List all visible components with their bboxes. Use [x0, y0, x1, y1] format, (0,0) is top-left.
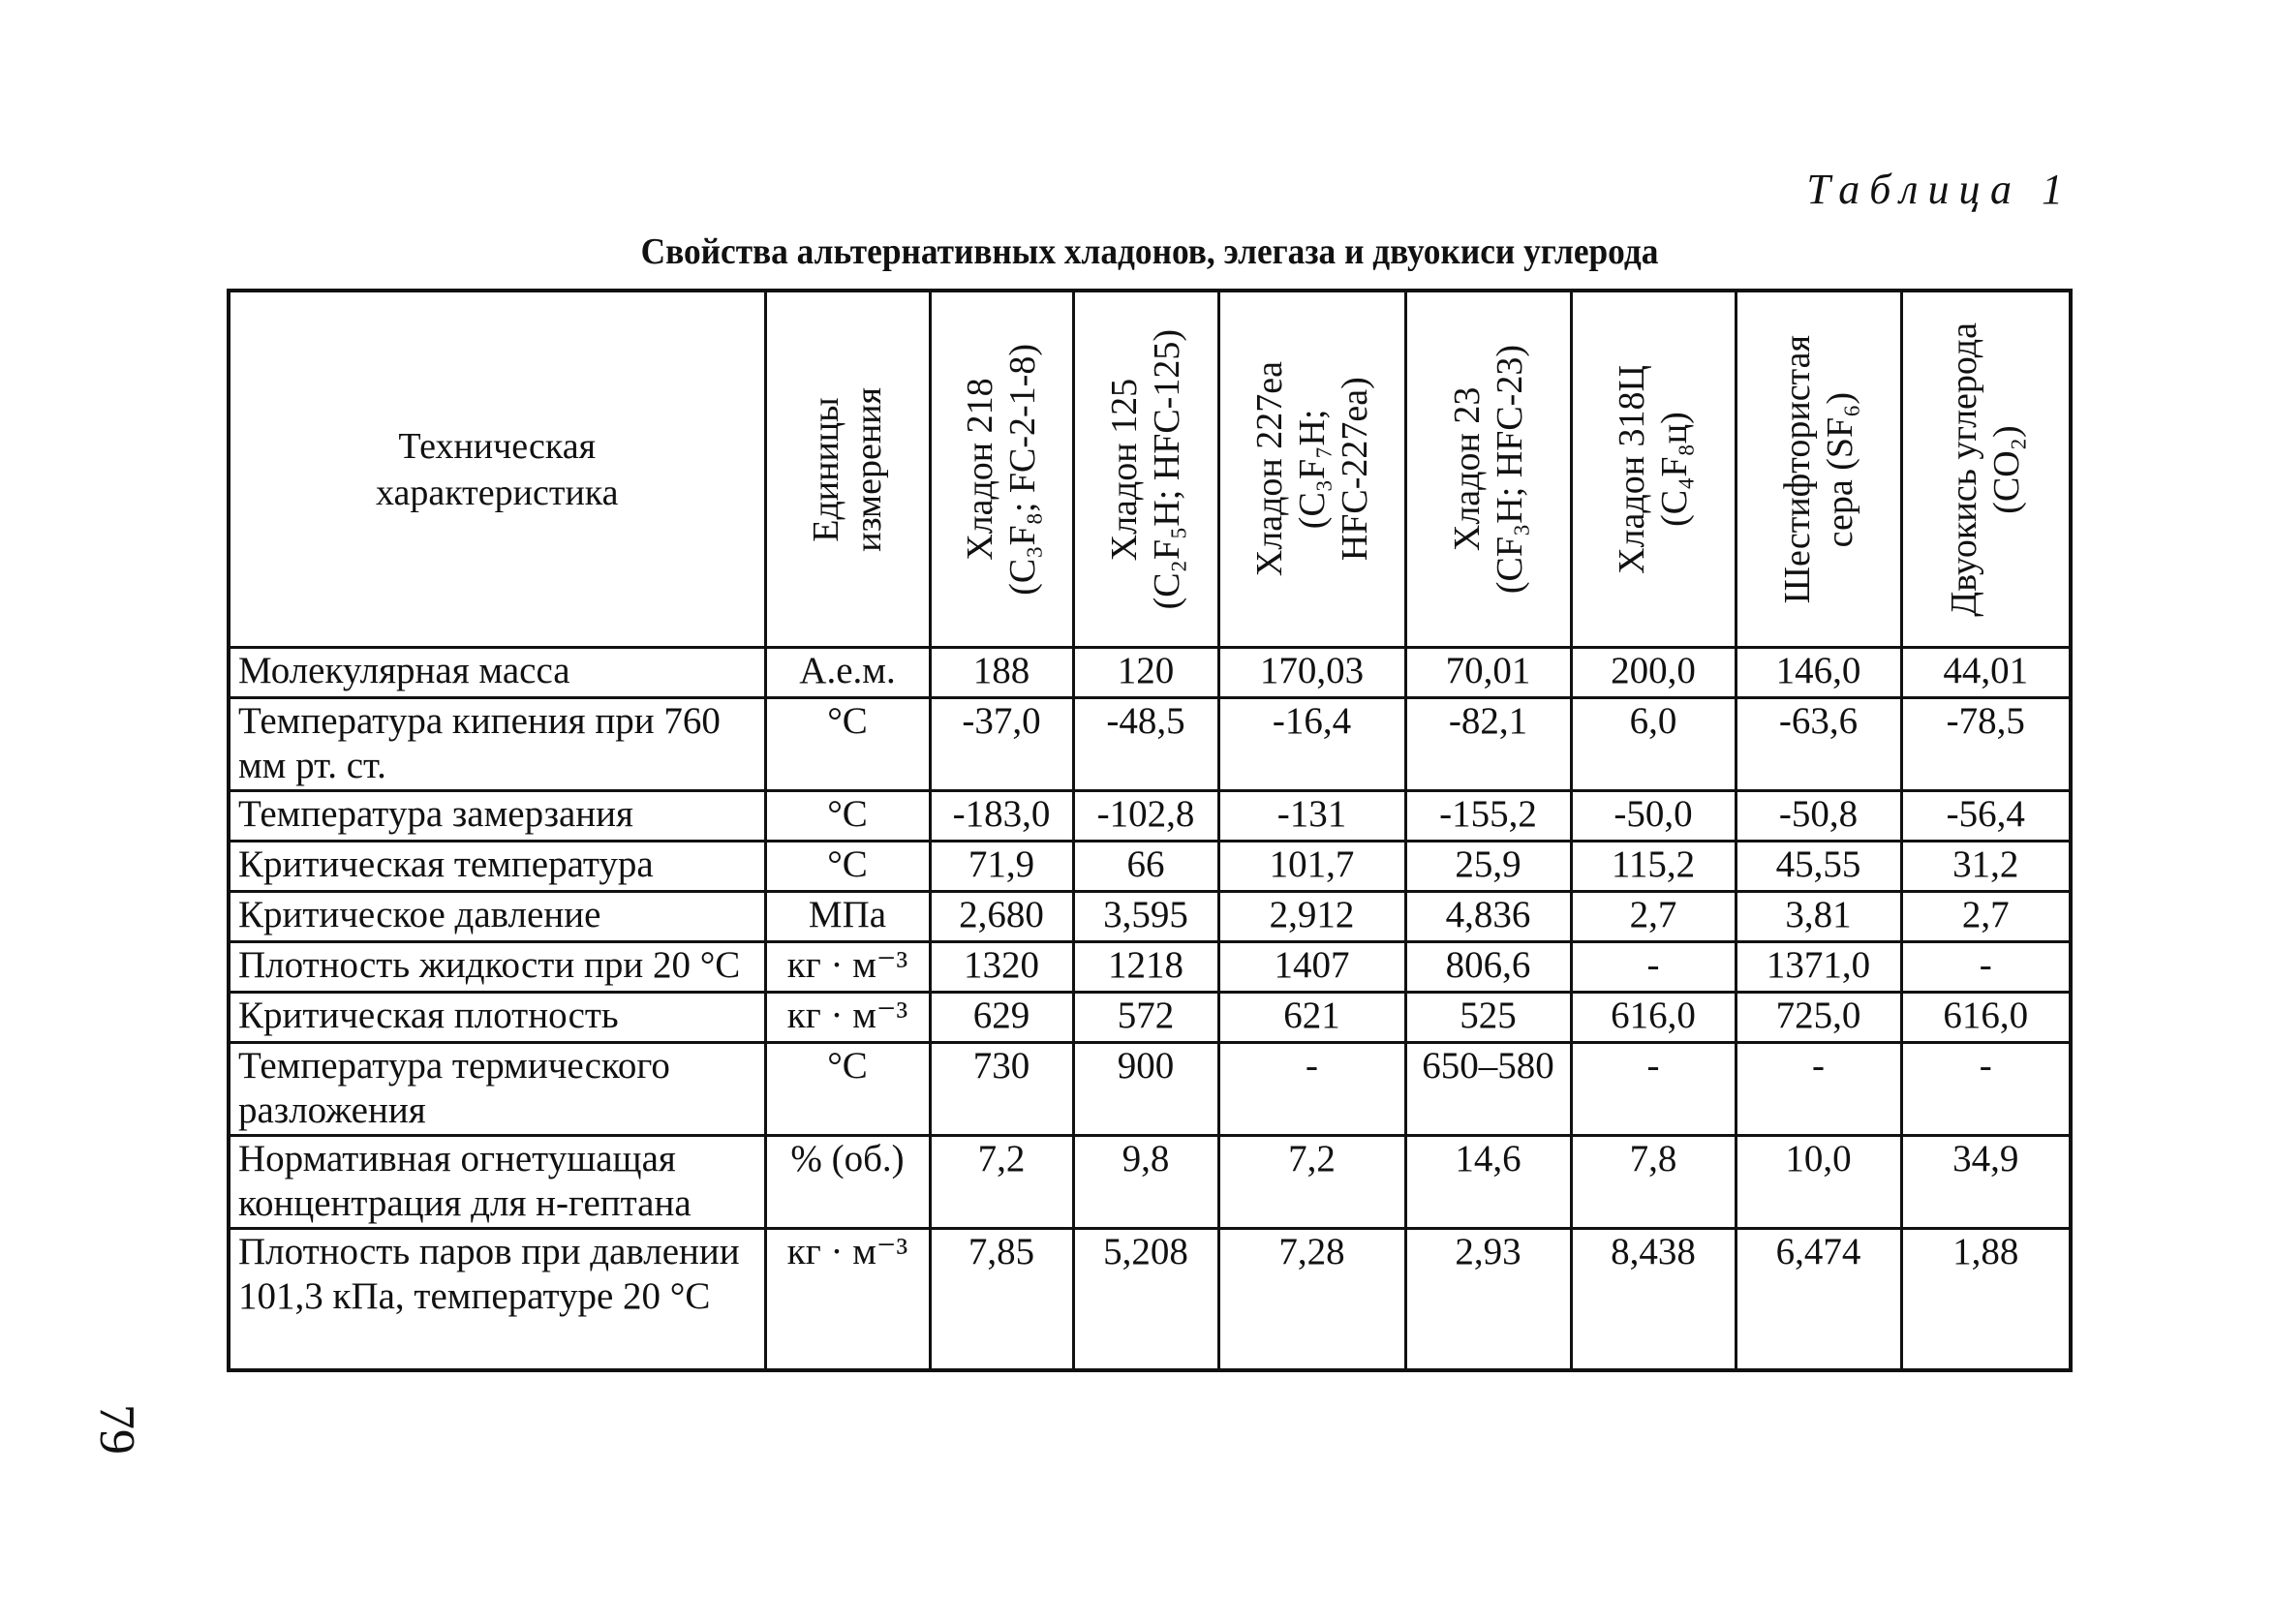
- row-value: 4,836: [1405, 892, 1571, 942]
- row-value: -183,0: [930, 791, 1073, 842]
- row-value: -131: [1218, 791, 1405, 842]
- row-value: 146,0: [1736, 648, 1901, 698]
- table-row: [229, 993, 2071, 1043]
- row-value: 170,03: [1218, 648, 1405, 698]
- row-value: 650–580: [1405, 1043, 1571, 1136]
- row-value: 71,9: [930, 842, 1073, 892]
- header-characteristic: Техническая характеристика: [229, 291, 765, 648]
- header-col-2: Хладон 227ea (C₃F₇H; HFC-227ea): [1218, 291, 1405, 648]
- row-value: 1320: [930, 942, 1073, 993]
- row-value: 14,6: [1405, 1136, 1571, 1229]
- row-name: Плотность жидкости при 20 °С: [229, 942, 765, 993]
- header-row: [229, 291, 2071, 648]
- row-value: -63,6: [1736, 698, 1901, 791]
- row-value: 725,0: [1736, 993, 1901, 1043]
- row-unit: °С: [765, 791, 930, 842]
- row-value: 2,912: [1218, 892, 1405, 942]
- row-value: 120: [1073, 648, 1218, 698]
- row-value: 900: [1073, 1043, 1218, 1136]
- table-row: [229, 942, 2071, 993]
- table-row: [229, 1229, 2071, 1370]
- row-name: Температура замерзания: [229, 791, 765, 842]
- row-unit: °С: [765, 698, 930, 791]
- header-units: Единицы измерения: [765, 291, 930, 648]
- row-value: -16,4: [1218, 698, 1405, 791]
- row-value: -155,2: [1405, 791, 1571, 842]
- row-value: 2,680: [930, 892, 1073, 942]
- table-row: [229, 698, 2071, 791]
- row-value: 621: [1218, 993, 1405, 1043]
- row-value: 25,9: [1405, 842, 1571, 892]
- row-unit: МПа: [765, 892, 930, 942]
- header-col-5: Шестифтористая сера (SF₆): [1736, 291, 1901, 648]
- row-value: 7,28: [1218, 1229, 1405, 1370]
- row-value: 616,0: [1901, 993, 2071, 1043]
- row-value: 1,88: [1901, 1229, 2071, 1370]
- row-value: 2,93: [1405, 1229, 1571, 1370]
- row-value: 8,438: [1571, 1229, 1736, 1370]
- row-value: 31,2: [1901, 842, 2071, 892]
- row-unit: % (об.): [765, 1136, 930, 1229]
- row-value: 44,01: [1901, 648, 2071, 698]
- row-unit: кг · м⁻³: [765, 1229, 930, 1370]
- row-value: 806,6: [1405, 942, 1571, 993]
- row-value: -82,1: [1405, 698, 1571, 791]
- row-value: 3,595: [1073, 892, 1218, 942]
- row-value: 7,8: [1571, 1136, 1736, 1229]
- header-col-3: Хладон 23 (CF₃H; HFC-23): [1405, 291, 1571, 648]
- row-unit: °С: [765, 842, 930, 892]
- table-row: [229, 1043, 2071, 1136]
- table-body: [229, 648, 2071, 1370]
- row-value: 2,7: [1571, 892, 1736, 942]
- row-value: 70,01: [1405, 648, 1571, 698]
- table-row: [229, 648, 2071, 698]
- row-name: Нормативная огнетушащая концентрация для н-гептана: [229, 1136, 765, 1229]
- row-value: 66: [1073, 842, 1218, 892]
- row-value: 7,2: [930, 1136, 1073, 1229]
- row-value: -: [1571, 942, 1736, 993]
- table-row: [229, 842, 2071, 892]
- row-value: 572: [1073, 993, 1218, 1043]
- row-value: -48,5: [1073, 698, 1218, 791]
- row-value: -56,4: [1901, 791, 2071, 842]
- header-col-1: Хладон 125 (C₂F₅H; HFC-125): [1073, 291, 1218, 648]
- row-value: 6,474: [1736, 1229, 1901, 1370]
- row-value: -: [1901, 942, 2071, 993]
- row-value: 7,2: [1218, 1136, 1405, 1229]
- row-value: 188: [930, 648, 1073, 698]
- row-value: -50,8: [1736, 791, 1901, 842]
- table-row: [229, 892, 2071, 942]
- row-value: 45,55: [1736, 842, 1901, 892]
- row-name: Критическая плотность: [229, 993, 765, 1043]
- page-number: 79: [89, 1404, 144, 1455]
- row-value: 5,208: [1073, 1229, 1218, 1370]
- row-value: -: [1901, 1043, 2071, 1136]
- row-value: 629: [930, 993, 1073, 1043]
- table-row: [229, 791, 2071, 842]
- row-value: 3,81: [1736, 892, 1901, 942]
- row-value: -37,0: [930, 698, 1073, 791]
- row-value: 7,85: [930, 1229, 1073, 1370]
- row-value: 1218: [1073, 942, 1218, 993]
- header-col-0: Хладон 218 (C₃F₈; FC-2-1-8): [930, 291, 1073, 648]
- row-value: 200,0: [1571, 648, 1736, 698]
- row-value: 101,7: [1218, 842, 1405, 892]
- row-value: 525: [1405, 993, 1571, 1043]
- row-value: 34,9: [1901, 1136, 2071, 1229]
- row-value: 9,8: [1073, 1136, 1218, 1229]
- row-unit: кг · м⁻³: [765, 993, 930, 1043]
- row-unit: кг · м⁻³: [765, 942, 930, 993]
- row-value: -78,5: [1901, 698, 2071, 791]
- row-value: 10,0: [1736, 1136, 1901, 1229]
- row-value: 2,7: [1901, 892, 2071, 942]
- row-name: Температура кипения при 760 мм рт. ст.: [229, 698, 765, 791]
- header-col-6: Двуокись углерода (CO₂): [1901, 291, 2071, 648]
- row-value: 6,0: [1571, 698, 1736, 791]
- row-value: -: [1736, 1043, 1901, 1136]
- table-label: Таблица 1: [1806, 166, 2073, 213]
- row-value: -102,8: [1073, 791, 1218, 842]
- row-name: Плотность паров при давлении 101,3 кПа, температуре 20 °С: [229, 1229, 765, 1370]
- row-value: -50,0: [1571, 791, 1736, 842]
- row-value: 1407: [1218, 942, 1405, 993]
- table-title: Свойства альтернативных хладонов, элегаза и двуокиси углерода: [640, 231, 1659, 272]
- row-value: 115,2: [1571, 842, 1736, 892]
- header-col-4: Хладон 318Ц (C₄F₈ц): [1571, 291, 1736, 648]
- table-row: [229, 1136, 2071, 1229]
- row-value: 616,0: [1571, 993, 1736, 1043]
- row-value: 1371,0: [1736, 942, 1901, 993]
- properties-table: [227, 289, 2073, 1372]
- row-value: -: [1571, 1043, 1736, 1136]
- row-value: -: [1218, 1043, 1405, 1136]
- row-name: Молекулярная масса: [229, 648, 765, 698]
- row-name: Критическое давление: [229, 892, 765, 942]
- row-value: 730: [930, 1043, 1073, 1136]
- row-unit: °С: [765, 1043, 930, 1136]
- row-unit: А.е.м.: [765, 648, 930, 698]
- row-name: Критическая температура: [229, 842, 765, 892]
- row-name: Температура термического разложения: [229, 1043, 765, 1136]
